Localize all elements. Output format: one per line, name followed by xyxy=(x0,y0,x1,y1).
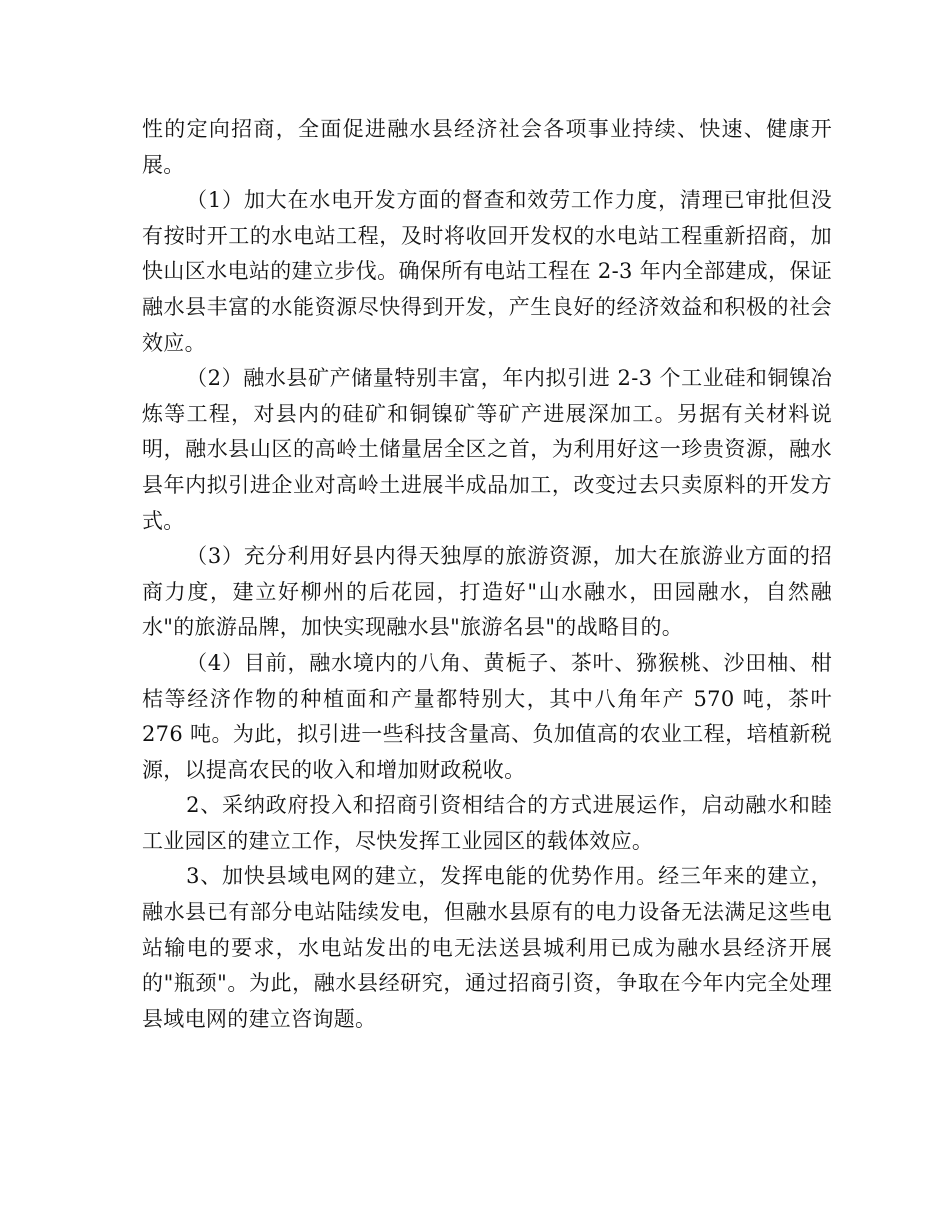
paragraph-item-4: （4）目前，融水境内的八角、黄栀子、茶叶、猕猴桃、沙田柚、柑桔等经济作物的种植面和产量都特别大，其中八角年产 570 吨，茶叶 276 吨。为此，拟引进一些科技含量高、负加值高的农业工程，培植新税源，以提高农民的收入和增加财政税收。 xyxy=(142,650,832,782)
paragraph-section-3: 3、加快县域电网的建立，发挥电能的优势作用。经三年来的建立，融水县已有部分电站陆续发电，但融水县原有的电力设备无法满足这些电站输电的要求，水电站发出的电无法送县城利用已成为融水县经济开展的"瓶颈"。为此，融水县经研究，通过招商引资，争取在今年内完全处理县域电网的建立咨询题。 xyxy=(142,864,832,1031)
document-body xyxy=(142,112,832,1037)
paragraph-item-1: （1）加大在水电开发方面的督查和效劳工作力度，清理已审批但没有按时开工的水电站工程，及时将收回开发权的水电站工程重新招商，加快山区水电站的建立步伐。确保所有电站工程在 2-3 年内全部建成，保证融水县丰富的水能资源尽快得到开发，产生良好的经济效益和积极的社会效应。 xyxy=(142,188,832,355)
paragraph-continuation: 性的定向招商，全面促进融水县经济社会各项事业持续、快速、健康开展。 xyxy=(142,117,832,177)
paragraph-section-2: 2、采纳政府投入和招商引资相结合的方式进展运作，启动融水和睦工业园区的建立工作，尽快发挥工业园区的载体效应。 xyxy=(142,793,832,853)
paragraph-item-2: （2）融水县矿产储量特别丰富，年内拟引进 2-3 个工业硅和铜镍冶炼等工程，对县内的硅矿和铜镍矿等矿产进展深加工。另据有关材料说明，融水县山区的高岭土储量居全区之首，为利用好这一珍贵资源，融水县年内拟引进企业对高岭土进展半成品加工，改变过去只卖原料的开发方式。 xyxy=(142,366,832,533)
paragraph-item-3: （3）充分利用好县内得天独厚的旅游资源，加大在旅游业方面的招商力度，建立好柳州的后花园，打造好"山水融水，田园融水，自然融水"的旅游品牌，加快实现融水县"旅游名县"的战略目的。 xyxy=(142,544,832,640)
